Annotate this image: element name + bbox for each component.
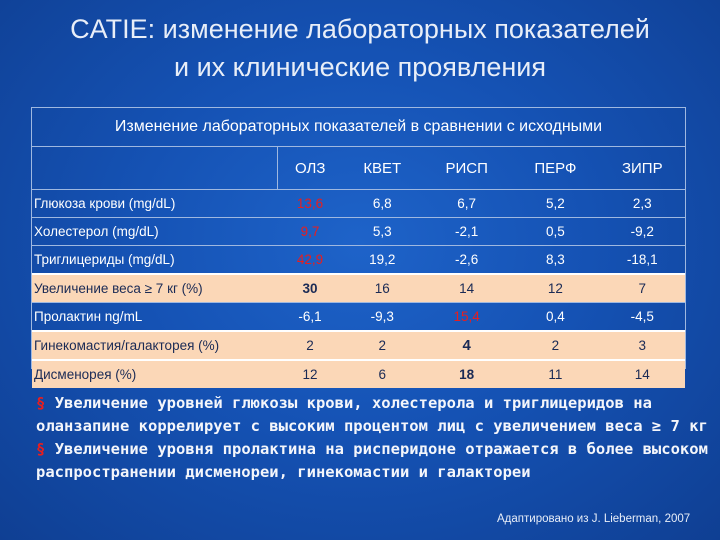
table-header-row bbox=[32, 147, 685, 190]
table-row-triglycerides bbox=[32, 246, 685, 275]
table-cell: 2,3 bbox=[600, 190, 685, 218]
table-cell: 2 bbox=[342, 331, 422, 360]
table-cell: -9,3 bbox=[342, 303, 422, 332]
column-header-zipr: ЗИПР bbox=[621, 159, 663, 177]
table-cell: -2,1 bbox=[422, 218, 511, 246]
table-row-gynecomastia bbox=[32, 331, 685, 360]
table-cell: 0,4 bbox=[511, 303, 599, 332]
table-cell: -2,6 bbox=[422, 246, 511, 275]
table-caption: Изменение лабораторных показателей в сравнении с исходными bbox=[32, 108, 685, 147]
table-cell: -9,2 bbox=[600, 218, 685, 246]
table-cell: 19,2 bbox=[342, 246, 422, 275]
slide-title-line-2: и их клинические проявления bbox=[174, 52, 546, 82]
table-cell: 4 bbox=[422, 331, 511, 360]
row-label: Глюкоза крови (mg/dL) bbox=[32, 190, 278, 218]
lab-changes-table-box bbox=[31, 107, 686, 382]
table-cell: 13,6 bbox=[278, 190, 343, 218]
table-cell: -18,1 bbox=[600, 246, 685, 275]
table-cell: 5,2 bbox=[511, 190, 599, 218]
table-cell: 30 bbox=[278, 274, 343, 303]
source-credit: Адаптировано из J. Lieberman, 2007 bbox=[497, 513, 691, 525]
table-row-weight-gain bbox=[32, 274, 685, 303]
table-cell: 0,5 bbox=[511, 218, 599, 246]
bullet-text-2: Увеличение уровня пролактина на рисперидоне отражается в более высоком распространении дисменореи, гинекомастии и галактореи bbox=[36, 440, 708, 481]
table-cell: 2 bbox=[278, 331, 343, 360]
lab-changes-table bbox=[32, 147, 685, 388]
table-row-glucose bbox=[32, 190, 685, 218]
table-cell: 5,3 bbox=[342, 218, 422, 246]
table-cell: 14 bbox=[422, 274, 511, 303]
table-cell: 12 bbox=[278, 360, 343, 388]
bullet-text-1: Увеличение уровней глюкозы крови, холестерола и триглицеридов на оланзапине коррелирует с высоким процентом лиц с увеличением веса ≥ 7 кг bbox=[36, 394, 708, 435]
table-cell: 18 bbox=[422, 360, 511, 388]
table-row-cholesterol bbox=[32, 218, 685, 246]
table-cell: 42,9 bbox=[278, 246, 343, 275]
table-cell: -4,5 bbox=[600, 303, 685, 332]
summary-bullets bbox=[36, 392, 716, 484]
table-row-dysmenorrhea bbox=[32, 360, 685, 388]
column-header-perf: ПЕРФ bbox=[534, 159, 577, 177]
row-label: Пролактин ng/mL bbox=[32, 303, 278, 332]
table-cell: 16 bbox=[342, 274, 422, 303]
slide-title bbox=[0, 10, 720, 86]
table-cell: 6,7 bbox=[422, 190, 511, 218]
table-corner-cell bbox=[32, 147, 278, 190]
table-cell: 14 bbox=[600, 360, 685, 388]
table-cell: 7 bbox=[600, 274, 685, 303]
table-cell: 3 bbox=[600, 331, 685, 360]
bullet-marker-icon: § bbox=[36, 394, 46, 412]
table-cell: 6 bbox=[342, 360, 422, 388]
table-cell: 12 bbox=[511, 274, 599, 303]
row-label: Дисменорея (%) bbox=[32, 360, 278, 388]
row-label: Холестерол (mg/dL) bbox=[32, 218, 278, 246]
bullet-item-2 bbox=[36, 438, 716, 484]
bullet-marker-icon: § bbox=[36, 440, 46, 458]
table-cell: -6,1 bbox=[278, 303, 343, 332]
row-label: Триглицериды (mg/dL) bbox=[32, 246, 278, 275]
table-row-prolactin bbox=[32, 303, 685, 332]
column-header-kvet: КВЕТ bbox=[363, 159, 402, 177]
column-header-olz: ОЛЗ bbox=[295, 159, 326, 177]
bullet-item-1 bbox=[36, 392, 716, 438]
table-cell: 2 bbox=[511, 331, 599, 360]
table-cell: 8,3 bbox=[511, 246, 599, 275]
column-header-risp: РИСП bbox=[445, 159, 488, 177]
table-cell: 11 bbox=[511, 360, 599, 388]
table-cell: 6,8 bbox=[342, 190, 422, 218]
row-label: Гинекомастия/галакторея (%) bbox=[32, 331, 278, 360]
table-cell: 15,4 bbox=[422, 303, 511, 332]
row-label: Увеличение веса ≥ 7 кг (%) bbox=[32, 274, 278, 303]
slide-title-line-1: CATIE: изменение лабораторных показателей bbox=[70, 14, 650, 44]
table-cell: 9,7 bbox=[278, 218, 343, 246]
